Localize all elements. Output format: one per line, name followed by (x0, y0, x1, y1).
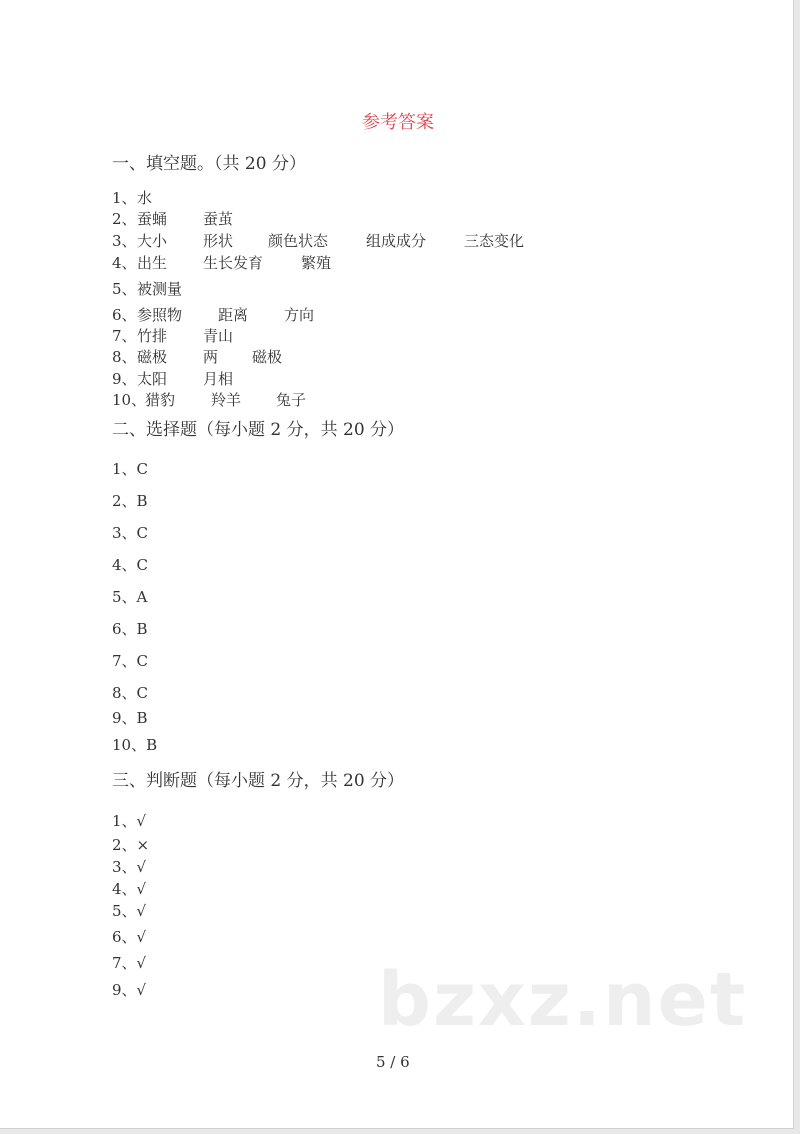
answer: 生长发育 (203, 254, 264, 272)
answer: 颜色状态 (268, 232, 329, 250)
answer: 两 (203, 348, 219, 366)
answer: 5、√ (112, 902, 147, 920)
answer: 太阳 (137, 370, 168, 388)
answer-number: 8、 (112, 348, 137, 366)
answer: 水 (137, 189, 153, 207)
answer: 4、C (112, 556, 149, 574)
answer: 猎豹 (145, 391, 176, 409)
answer: 8、C (112, 684, 149, 702)
page-number: 5 / 6 (376, 1053, 410, 1071)
section2-heading: 二、选择题（每小题 2 分，共 20 分） (112, 420, 405, 440)
answer-number: 3、 (112, 232, 137, 250)
answer: 距离 (218, 306, 249, 324)
answer-number: 10、 (112, 391, 147, 409)
answer: 6、B (112, 620, 148, 638)
answer: 3、C (112, 524, 149, 542)
answer-number: 7、 (112, 327, 137, 345)
answer: 5、A (112, 588, 148, 606)
answer-number: 2、 (112, 210, 137, 228)
answer: 组成成分 (366, 232, 427, 250)
answer-number: 6、 (112, 306, 137, 324)
answer: 青山 (203, 327, 234, 345)
watermark: bzxz.net (378, 957, 748, 1043)
answer-number: 9、 (112, 370, 137, 388)
answer: 磁极 (252, 348, 283, 366)
answer: 1、C (112, 460, 149, 478)
answer: 被测量 (137, 280, 183, 298)
answer: 7、√ (112, 954, 147, 972)
answer: 蚕蛹 (137, 210, 168, 228)
answer: 磁极 (137, 348, 168, 366)
answer: 7、C (112, 652, 149, 670)
answer: 三态变化 (464, 232, 525, 250)
answer: 1、√ (112, 812, 147, 830)
answer: 出生 (137, 254, 168, 272)
answer: 9、B (112, 709, 148, 727)
page-title: 参考答案 (362, 112, 434, 133)
answer: 繁殖 (301, 254, 332, 272)
answer: 6、√ (112, 928, 147, 946)
answer: 月相 (203, 370, 234, 388)
answer: 参照物 (137, 306, 183, 324)
answer-number: 5、 (112, 280, 137, 298)
answer: 2、B (112, 492, 148, 510)
answer-number: 4、 (112, 254, 137, 272)
answer: 3、√ (112, 858, 147, 876)
answer: 方向 (284, 306, 315, 324)
section3-heading: 三、判断题（每小题 2 分，共 20 分） (112, 771, 405, 791)
answer: 10、B (112, 736, 158, 754)
section1-heading: 一、填空题。（共 20 分） (112, 154, 306, 174)
answer-number: 1、 (112, 189, 137, 207)
answer: 大小 (137, 232, 168, 250)
answer: 9、√ (112, 981, 147, 999)
answer: 羚羊 (211, 391, 242, 409)
answer: 兔子 (276, 391, 307, 409)
answer: 4、√ (112, 880, 147, 898)
answer: 形状 (203, 232, 234, 250)
answer: 2、× (112, 836, 150, 854)
answer: 竹排 (137, 327, 168, 345)
answer: 蚕茧 (203, 210, 234, 228)
